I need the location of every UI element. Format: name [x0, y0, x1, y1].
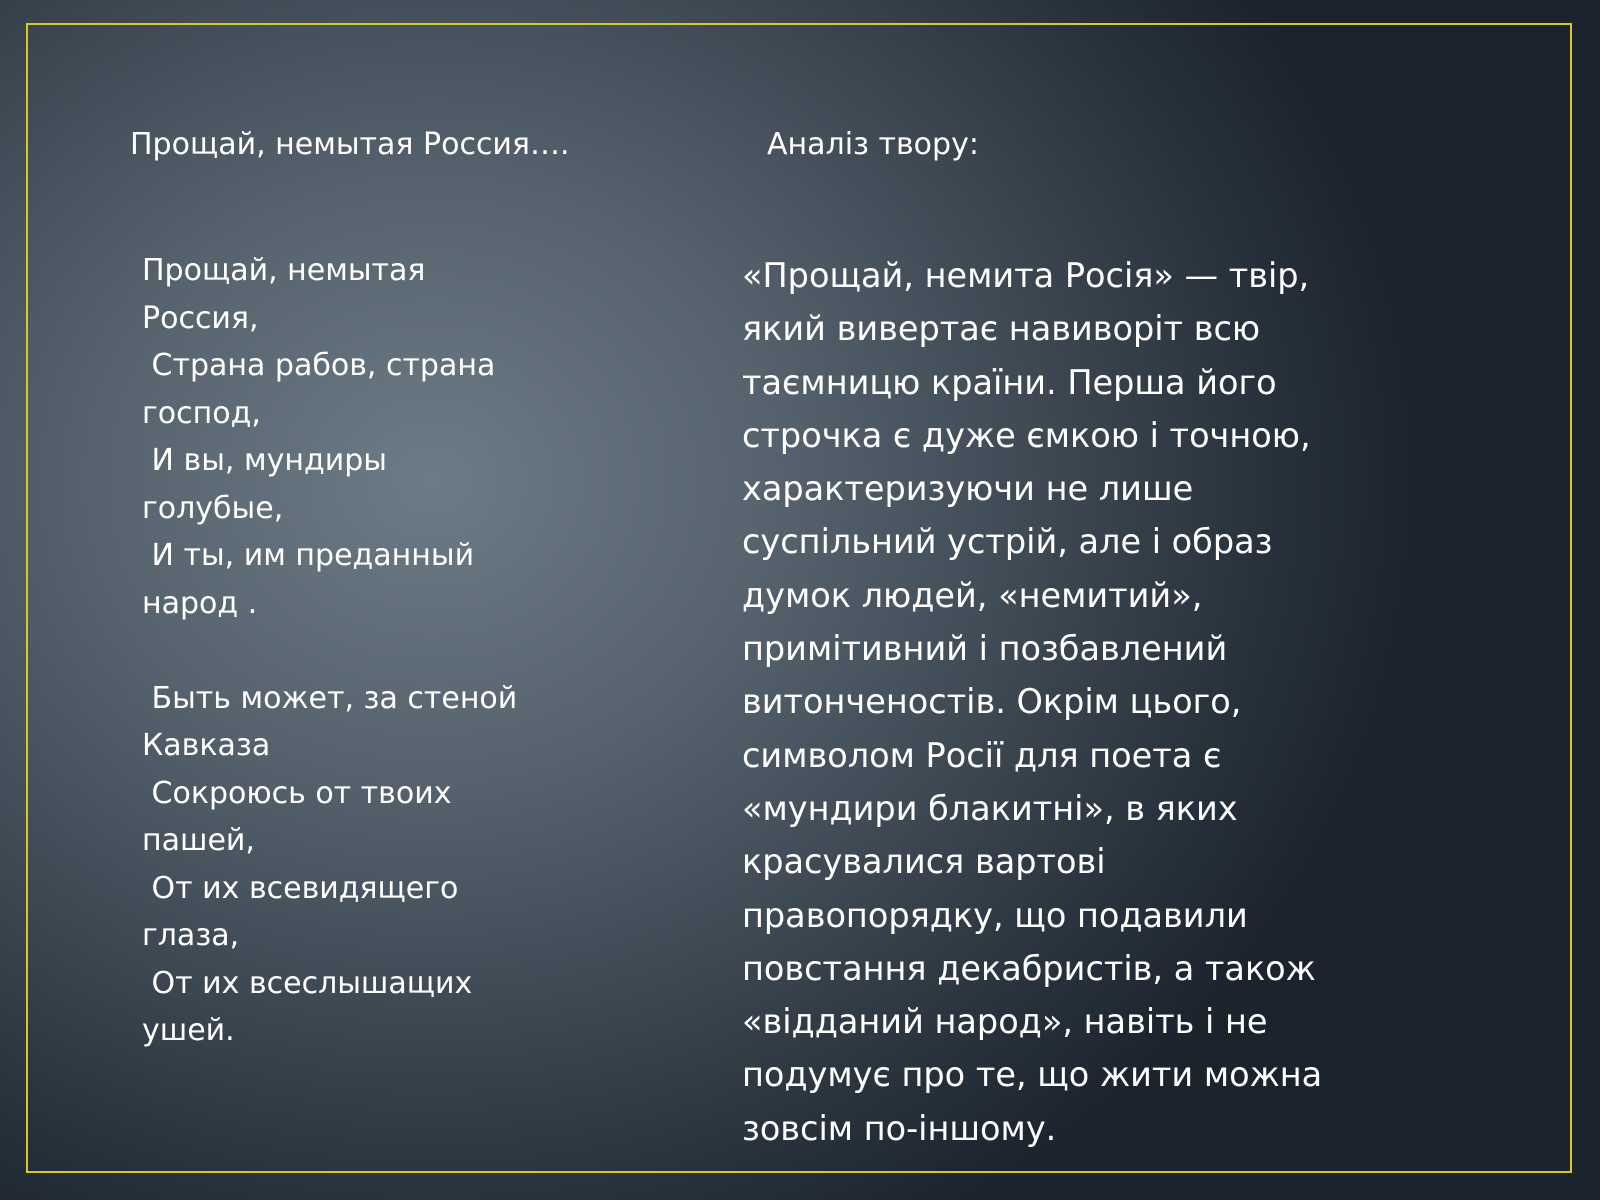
analysis-line: «мундири блакитні», в яких — [742, 788, 1238, 828]
analysis-line: суспільний устрій, але і образ — [742, 522, 1273, 562]
analysis-line: строчка є дуже ємкою і точною, — [742, 415, 1311, 455]
poem-line: Сокроюсь от твоих — [142, 775, 452, 811]
analysis-line: красувалися вартові — [742, 842, 1106, 882]
poem-line: голубые, — [142, 490, 284, 526]
poem-line: И ты, им преданный — [142, 538, 475, 573]
poem-line: пашей, — [142, 823, 255, 858]
poem-line: От их всевидящего — [142, 870, 459, 906]
analysis-line: «відданий народ», навіть і не — [742, 1002, 1268, 1042]
poem-line: Страна рабов, страна — [142, 348, 496, 383]
poem-line: господ, — [142, 395, 261, 431]
poem-line: глаза, — [142, 918, 240, 953]
poem-title: Прощай, немытая Россия…. — [130, 127, 570, 162]
analysis-text — [742, 249, 1402, 1155]
poem-line: народ . — [142, 585, 258, 621]
analysis-line: подумує про те, що жити можна — [742, 1055, 1323, 1095]
poem-line: Россия, — [142, 300, 259, 336]
analysis-line: характеризуючи не лише — [742, 469, 1194, 509]
poem-line: Быть может, за стеной — [142, 680, 518, 716]
analysis-line: таємницю країни. Перша його — [742, 362, 1277, 402]
analysis-line: примітивний і позбавлений — [742, 629, 1228, 669]
analysis-line: який вивертає навиворіт всю — [742, 309, 1261, 349]
analysis-title: Аналіз твору: — [767, 127, 979, 162]
analysis-line: думок людей, «немитий», — [742, 575, 1203, 615]
analysis-line: зовсім по-іншому. — [742, 1108, 1057, 1148]
analysis-line: повстання декабристів, а також — [742, 948, 1316, 988]
poem-line: Кавказа — [142, 728, 271, 763]
analysis-line: витонченостів. Окрім цього, — [742, 682, 1242, 722]
poem-text — [142, 247, 572, 1055]
analysis-line: правопорядку, що подавили — [742, 895, 1248, 935]
poem-line: Прощай, немытая — [142, 253, 426, 288]
poem-line: И вы, мундиры — [142, 443, 387, 478]
analysis-line: символом Росії для поета є — [742, 735, 1222, 775]
poem-line: ушей. — [142, 1013, 235, 1048]
poem-line: От их всеслышащих — [142, 965, 473, 1001]
analysis-line: «Прощай, немита Росія» — твір, — [742, 256, 1310, 295]
poem-stanza-break — [142, 627, 572, 675]
